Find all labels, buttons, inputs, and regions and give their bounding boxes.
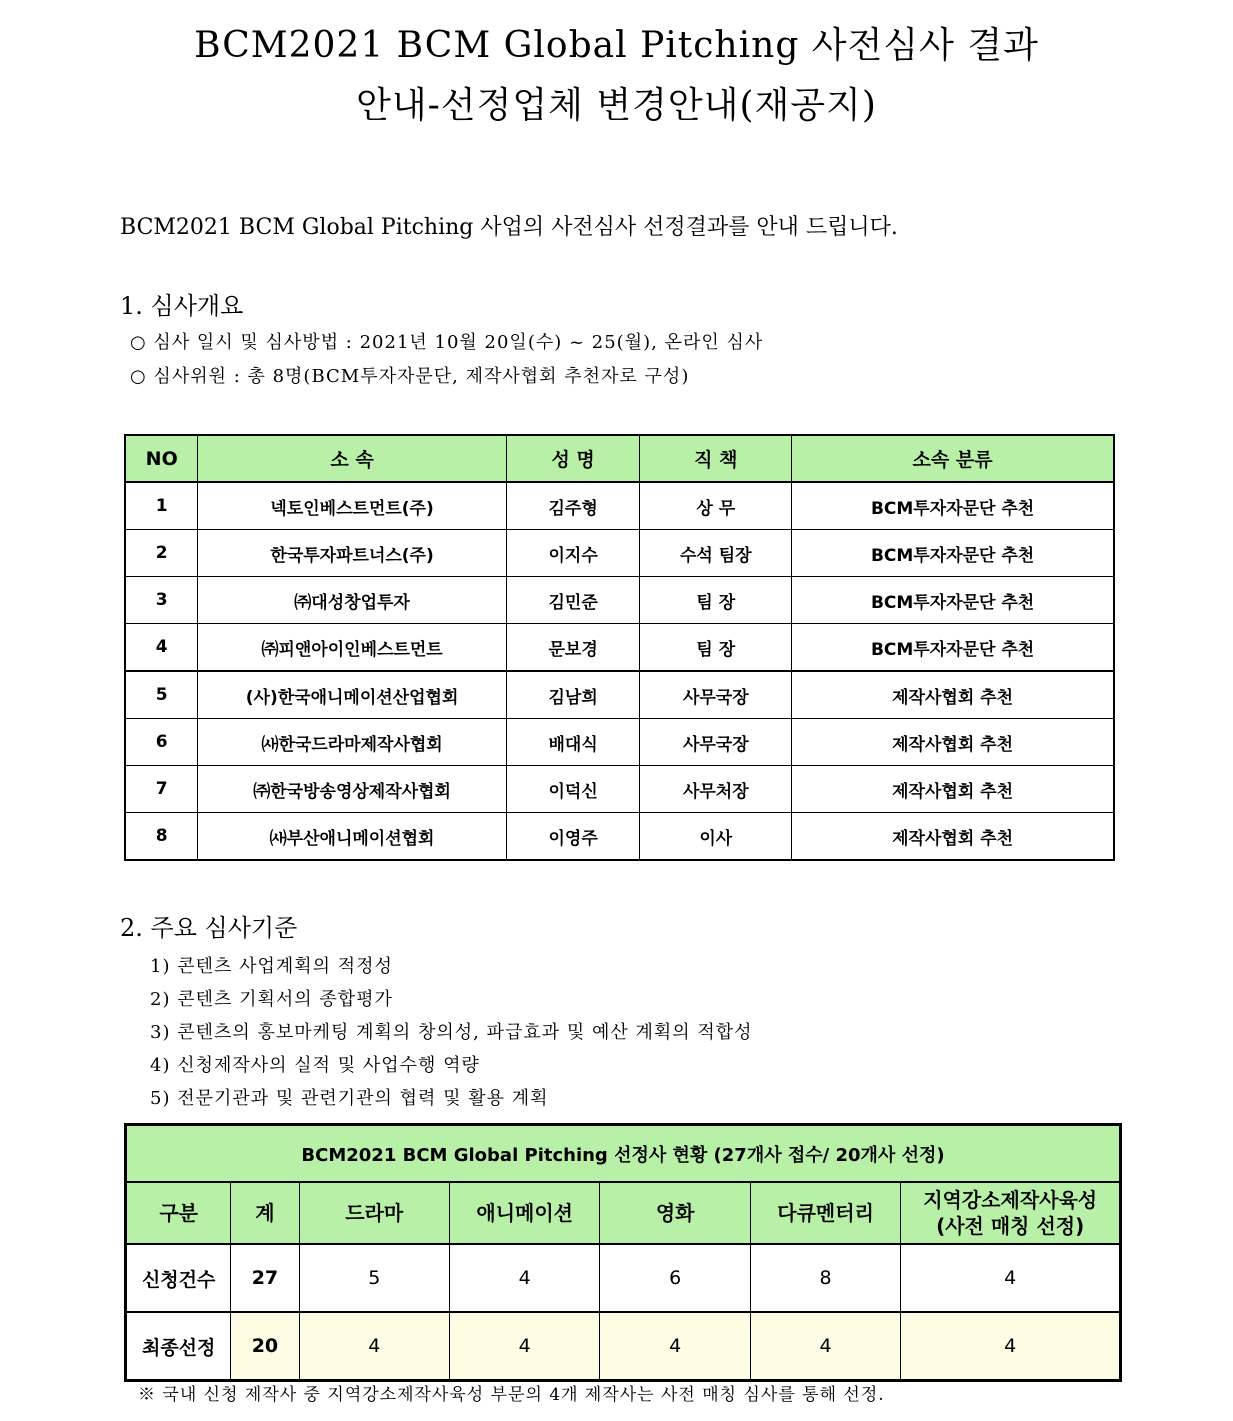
table-row [125,766,1114,813]
title-line-2: 안내-선정업체 변경안내(재공지) [356,85,877,126]
jury-name: 이덕신 [506,766,640,813]
applications-label: 신청건수 [126,1244,231,1312]
selection-header-total: 계 [231,1182,299,1244]
selection-header-regional-line2: (사전 매칭 선정) [936,1214,1085,1238]
applications-total: 27 [231,1244,299,1312]
jury-table [124,434,1115,861]
selection-table [124,1123,1122,1382]
jury-no: 1 [125,482,198,530]
title-line-1: BCM2021 BCM Global Pitching 사전심사 결과 [194,25,1039,66]
jury-no: 6 [125,719,198,766]
final-selection-film: 4 [600,1312,750,1381]
jury-header-name: 성 명 [506,435,640,482]
jury-category: BCM투자자문단 추천 [792,530,1114,577]
applications-drama: 5 [299,1244,449,1312]
selection-header-category: 구분 [126,1182,231,1244]
selection-header-animation: 애니메이션 [449,1182,599,1244]
intro-text: BCM2021 BCM Global Pitching 사업의 사전심사 선정결과를 안내 드립니다. [120,215,898,240]
jury-affiliation: 한국투자파트너스(주) [198,530,506,577]
table-row [125,813,1114,861]
jury-header-row [125,435,1114,482]
jury-header-no: NO [125,435,198,482]
jury-header-affiliation: 소 속 [198,435,506,482]
selection-header-drama: 드라마 [299,1182,449,1244]
table-row [125,577,1114,624]
final-selection-drama: 4 [299,1312,449,1381]
jury-position: 사무국장 [640,719,792,766]
jury-name: 김주형 [506,482,640,530]
jury-no: 4 [125,624,198,672]
jury-position: 사무처장 [640,766,792,813]
jury-name: 이영주 [506,813,640,861]
criterion-5: 5) 전문기관과 및 관련기관의 협력 및 활용 계획 [150,1088,549,1109]
jury-no: 3 [125,577,198,624]
criterion-2: 2) 콘텐츠 기획서의 종합평가 [150,989,393,1010]
final-selection-label: 최종선정 [126,1312,231,1381]
jury-category: 제작사협회 추천 [792,671,1114,719]
selection-header-documentary: 다큐멘터리 [750,1182,900,1244]
review-schedule-bullet: ○ 심사 일시 및 심사방법 : 2021년 10월 20일(수) ~ 25(월), 온라인 심사 [130,332,764,353]
applications-regional: 4 [901,1244,1121,1312]
jury-header-category: 소속 분류 [792,435,1114,482]
applications-film: 6 [600,1244,750,1312]
jury-affiliation: ㈔부산애니메이션협회 [198,813,506,861]
jury-category: 제작사협회 추천 [792,813,1114,861]
jury-position: 팀 장 [640,624,792,672]
table-row [125,624,1114,672]
jury-position: 수석 팀장 [640,530,792,577]
jury-position: 팀 장 [640,577,792,624]
jury-category: 제작사협회 추천 [792,719,1114,766]
jury-no: 5 [125,671,198,719]
final-selection-total: 20 [231,1312,299,1381]
selection-header-regional [901,1182,1121,1244]
table-row [126,1312,1121,1381]
jury-position: 상 무 [640,482,792,530]
jury-affiliation: (사)한국애니메이션산업협회 [198,671,506,719]
section-1-heading: 1. 심사개요 [120,292,244,320]
criterion-3: 3) 콘텐츠의 홍보마케팅 계획의 창의성, 파급효과 및 예산 계획의 적합성 [150,1022,753,1043]
jury-no: 7 [125,766,198,813]
jury-position: 이사 [640,813,792,861]
criterion-4: 4) 신청제작사의 실적 및 사업수행 역량 [150,1055,480,1076]
section-2-heading: 2. 주요 심사기준 [120,914,298,942]
jury-category: BCM투자자문단 추천 [792,482,1114,530]
jury-name: 문보경 [506,624,640,672]
jury-affiliation: 넥토인베스트먼트(주) [198,482,506,530]
final-selection-animation: 4 [449,1312,599,1381]
jury-name: 김남희 [506,671,640,719]
final-selection-regional: 4 [901,1312,1121,1381]
jury-affiliation: ㈜피앤아이인베스트먼트 [198,624,506,672]
table-row [125,530,1114,577]
jury-category: BCM투자자문단 추천 [792,577,1114,624]
jury-name: 김민준 [506,577,640,624]
jury-header-position: 직 책 [640,435,792,482]
jury-name: 배대식 [506,719,640,766]
footnote: ※ 국내 신청 제작사 중 지역강소제작사육성 부문의 4개 제작사는 사전 매칭 심사를 통해 선정. [138,1385,885,1405]
table-row [126,1244,1121,1312]
jury-name: 이지수 [506,530,640,577]
jury-affiliation: ㈜대성창업투자 [198,577,506,624]
applications-documentary: 8 [750,1244,900,1312]
jury-no: 2 [125,530,198,577]
table-row [125,719,1114,766]
selection-table-caption: BCM2021 BCM Global Pitching 선정사 현황 (27개사 접수/ 20개사 선정) [126,1125,1121,1183]
final-selection-documentary: 4 [750,1312,900,1381]
jury-affiliation: ㈜한국방송영상제작사협회 [198,766,506,813]
jury-position: 사무국장 [640,671,792,719]
applications-animation: 4 [449,1244,599,1312]
criterion-1: 1) 콘텐츠 사업계획의 적정성 [150,956,393,977]
table-row [125,482,1114,530]
jury-no: 8 [125,813,198,861]
table-row [125,671,1114,719]
review-committee-bullet: ○ 심사위원 : 총 8명(BCM투자자문단, 제작사협회 추천자로 구성) [130,366,690,387]
selection-header-regional-line1: 지역강소제작사육성 [923,1188,1098,1212]
selection-header-film: 영화 [600,1182,750,1244]
jury-category: 제작사협회 추천 [792,766,1114,813]
jury-affiliation: ㈔한국드라마제작사협회 [198,719,506,766]
jury-category: BCM투자자문단 추천 [792,624,1114,672]
selection-header-row [126,1182,1121,1244]
